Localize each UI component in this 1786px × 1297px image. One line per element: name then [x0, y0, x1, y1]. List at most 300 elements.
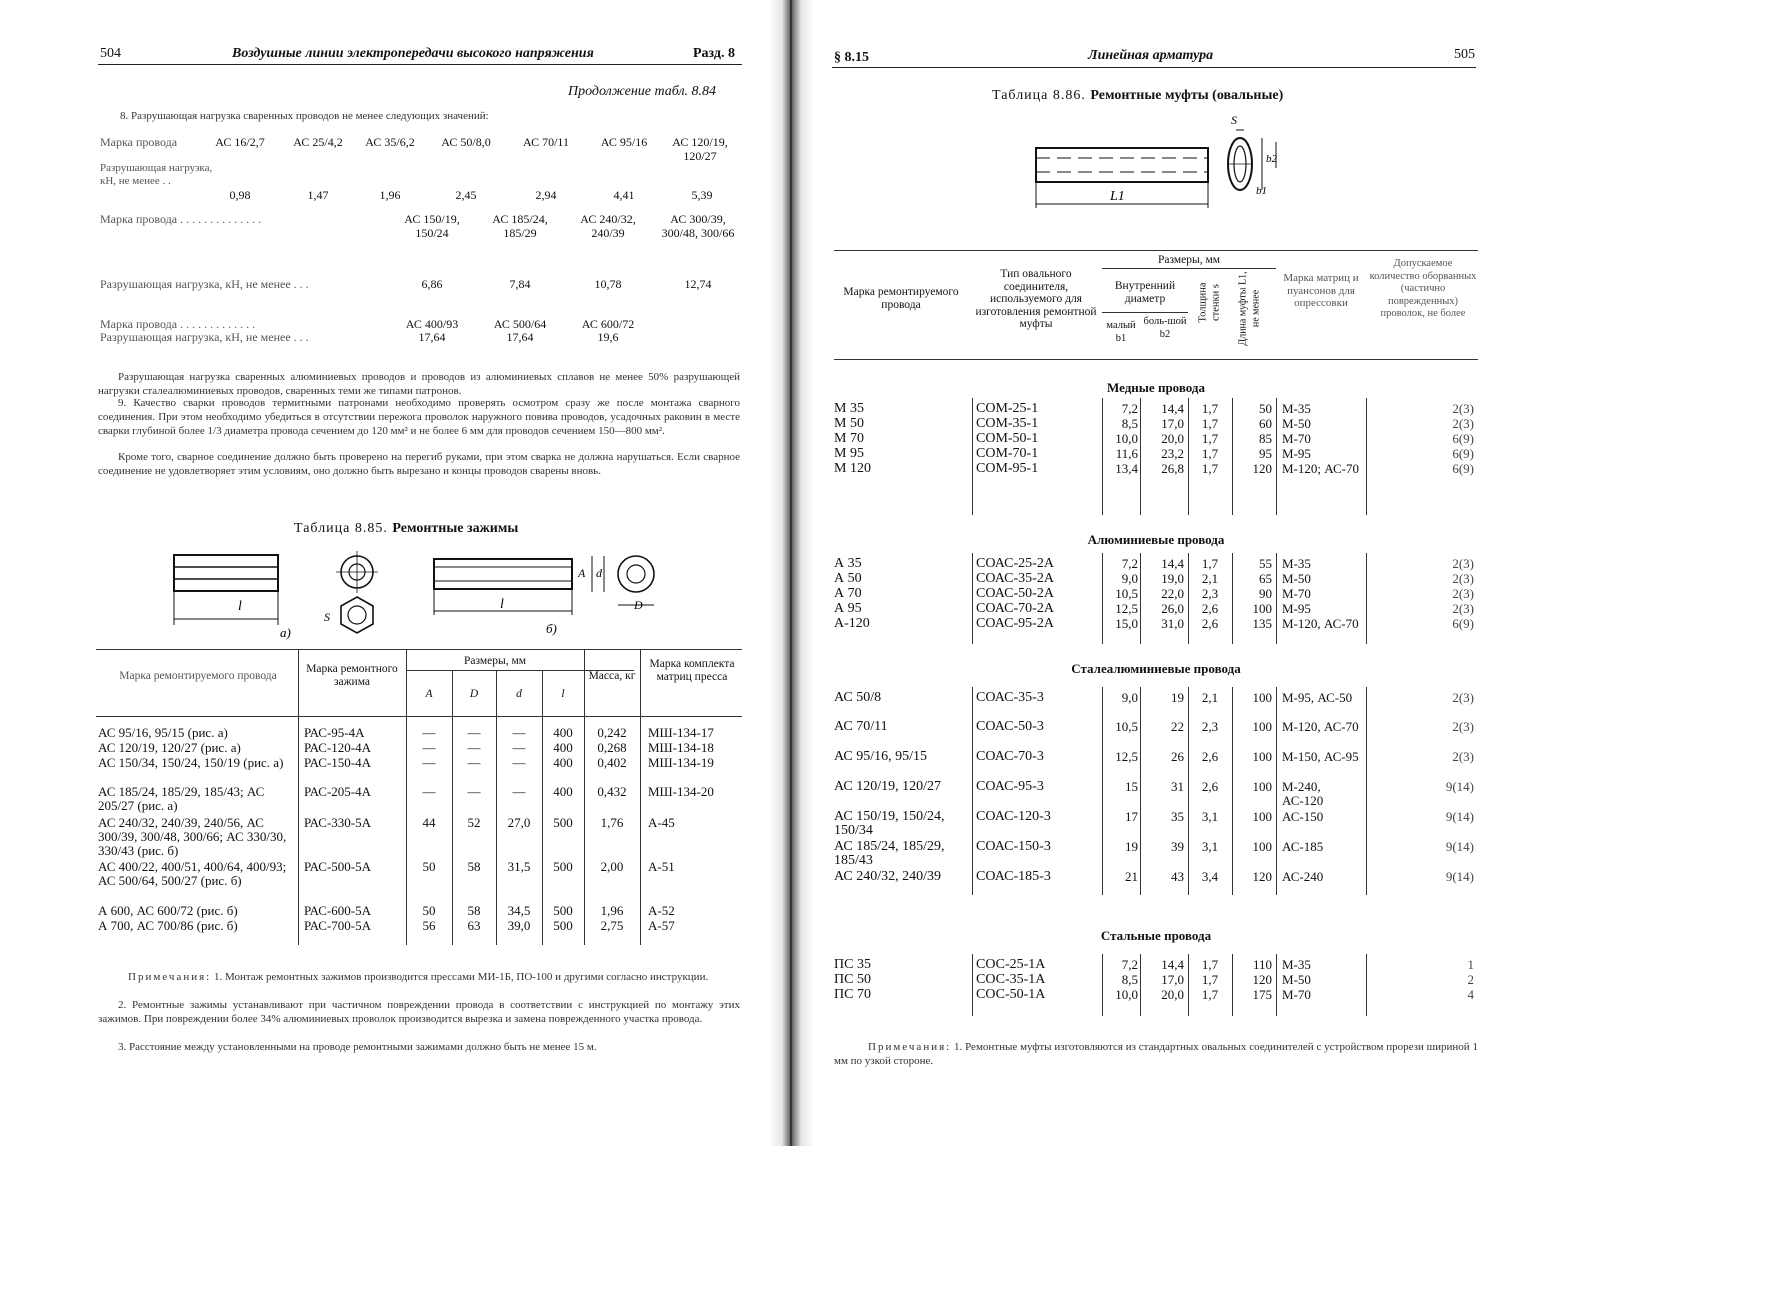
cell-b1: 19 [1125, 839, 1138, 854]
cell-b1: 13,4 [1115, 461, 1138, 476]
spec1-load: 1,47 [307, 188, 329, 202]
fig-b-D-label: D [634, 598, 643, 612]
cell-s: 2,6 [1201, 616, 1219, 631]
cell-b2: 31 [1171, 779, 1184, 794]
cell-allowed: 2(3) [1452, 571, 1474, 586]
cell-matrix: М-35 [1282, 401, 1311, 416]
spec3-load-label: Разрушающая нагрузка, кН, не менее . . . [100, 330, 309, 344]
cell-b2: 31,0 [1161, 616, 1184, 631]
spec1-brand: АС 16/2,7 [215, 135, 265, 149]
cell-type: СОАС-150-3 [976, 839, 1051, 854]
cell-brand: АС 150/19, 150/24, 150/34 [834, 809, 945, 838]
fig-l1-label: L1 [1110, 189, 1125, 204]
cell-b1: 12,5 [1115, 601, 1138, 616]
item8-intro: 8. Разрушающая нагрузка сваренных проводов не менее следующих значений: [120, 110, 489, 122]
cell-brand: АС 95/16, 95/15 [834, 749, 928, 764]
cell-D: 52 [467, 815, 481, 830]
fig-b-a-label: A [578, 566, 586, 580]
cell-matrix: М-35 [1282, 556, 1311, 571]
cell-brand: А 700, АС 700/86 (рис. б) [98, 918, 238, 933]
cell-mass: 0,432 [597, 784, 627, 799]
notes-885-note1: 1. Монтаж ремонтных зажимов производится прессами МИ-1Б, ПО-100 и другими согласно инструкции. [213, 971, 709, 983]
cell-clamp: РАС-500-5А [304, 859, 372, 874]
column-divider [972, 954, 973, 1016]
cell-L: 100 [1252, 749, 1272, 764]
spec2-brand-label: Марка провода . . . . . . . . . . . . . . [100, 212, 262, 226]
spec1-load: 2,94 [535, 188, 557, 202]
th-type: Тип овального соединителя, используемого для изготовления ремонтной муфты [975, 268, 1097, 330]
column-divider [1276, 954, 1277, 1016]
spec1-brand: АС 70/11 [523, 135, 569, 149]
cell-b2: 35 [1171, 809, 1184, 824]
cell-b2: 20,0 [1161, 431, 1184, 446]
cell-s: 1,7 [1201, 401, 1219, 416]
th-length: Длина муфты L1, не менее [1237, 271, 1261, 346]
notes-885-note3: 3. Расстояние между установленными на проводе ремонтными зажимами должно быть не менее 15 м. [118, 1041, 597, 1053]
th-sizes: Размеры, мм [463, 655, 527, 667]
cell-brand: М 95 [834, 446, 864, 461]
cell-allowed: 2(3) [1452, 719, 1474, 734]
cell-type: СОАС-95-3 [976, 779, 1044, 794]
cell-s: 3,1 [1201, 839, 1219, 854]
cell-L: 95 [1259, 446, 1272, 461]
cell-matrix: МШ-134-19 [648, 755, 714, 770]
table-886-head-rule [834, 359, 1478, 360]
cell-s: 2,1 [1201, 571, 1219, 586]
notes-886-note1: 1. Ремонтные муфты изготовляются из стандартных овальных соединителей с устройством прорези шириной 1 мм по узкой стороне. [834, 1041, 1478, 1067]
cell-d: 39,0 [507, 918, 531, 933]
clamp-figure [160, 545, 680, 645]
cell-L: 100 [1252, 809, 1272, 824]
cell-brand: АС 95/16, 95/15 (рис. а) [98, 725, 228, 740]
continuation-label: Продолжение табл. 8.84 [568, 84, 717, 99]
cell-allowed: 2(3) [1452, 401, 1474, 416]
cell-b2: 23,2 [1161, 446, 1184, 461]
right-page [812, 0, 1568, 1146]
cell-brand: А 35 [834, 556, 862, 571]
cell-b1: 7,2 [1121, 556, 1138, 571]
cell-matrix: М-120, АС-70 [1282, 616, 1359, 631]
cell-L: 100 [1252, 839, 1272, 854]
cell-type: СОАС-70-2А [976, 601, 1054, 616]
notes-885 [98, 970, 740, 984]
cell-allowed: 4 [1467, 987, 1474, 1002]
cell-matrix: М-50 [1282, 571, 1311, 586]
cell-allowed: 9(14) [1445, 869, 1474, 884]
cell-type: СОМ-95-1 [976, 461, 1039, 476]
cell-b1: 17 [1125, 809, 1138, 824]
cell-A: 50 [422, 859, 436, 874]
cell-b1: 7,2 [1121, 957, 1138, 972]
cell-b1: 11,6 [1115, 446, 1138, 461]
cell-matrix: М-95, АС-50 [1282, 690, 1353, 705]
book-spine [768, 0, 814, 1146]
cell-b2: 39 [1171, 839, 1184, 854]
cell-matrix: АС-185 [1282, 839, 1324, 854]
cell-L: 120 [1252, 461, 1272, 476]
spec1-brand: АС 50/8,0 [441, 135, 491, 149]
cell-brand: ПС 35 [834, 957, 871, 972]
th-D: D [469, 688, 479, 700]
section-label: Разд. 8 [693, 46, 736, 61]
cell-s: 2,6 [1201, 779, 1219, 794]
section-label: § 8.15 [834, 50, 869, 65]
cell-matrix: М-35 [1282, 957, 1311, 972]
cell-A: — [422, 740, 436, 755]
cell-b2: 26 [1171, 749, 1184, 764]
cell-s: 1,7 [1201, 987, 1219, 1002]
spec2-brand: АС 300/39, 300/48, 300/66 [661, 212, 735, 240]
spec3-load: 17,64 [418, 330, 446, 344]
cell-allowed: 6(9) [1452, 446, 1474, 461]
cell-matrix: М-150, АС-95 [1282, 749, 1359, 764]
cell-l: 400 [553, 755, 573, 770]
cell-L: 100 [1252, 601, 1272, 616]
column-divider [1140, 687, 1141, 895]
cell-D: — [467, 755, 481, 770]
cell-allowed: 2 [1467, 972, 1474, 987]
cell-D: — [467, 740, 481, 755]
column-divider [972, 553, 973, 644]
cell-b2: 14,4 [1161, 957, 1184, 972]
column-divider [1140, 954, 1141, 1016]
table-885-number: Таблица 8.85. [294, 521, 388, 536]
cell-brand: АС 120/19, 120/27 (рис. а) [98, 740, 241, 755]
spec3-brand: АС 400/93 [405, 317, 459, 331]
th-clamp: Марка ремонтного зажима [306, 663, 398, 688]
cell-L: 100 [1252, 779, 1272, 794]
table-885-caption [294, 521, 518, 537]
spec1-load: 4,41 [613, 188, 635, 202]
column-divider [1366, 553, 1367, 644]
cell-brand: АС 50/8 [834, 690, 882, 705]
column-divider [1276, 398, 1277, 515]
spec2-brand: АС 185/24, 185/29 [492, 212, 548, 240]
spec3-brand-label: Марка провода . . . . . . . . . . . . . [100, 317, 256, 331]
cell-b2: 19,0 [1161, 571, 1184, 586]
cell-type: СОАС-95-2А [976, 616, 1054, 631]
cell-s: 2,1 [1201, 690, 1219, 705]
th-big: боль-шой b2 [1143, 316, 1187, 340]
cell-type: СОАС-70-3 [976, 749, 1044, 764]
paragraph-aluminium: Разрушающая нагрузка сваренных алюминиевых проводов и проводов из алюминиевых сплавов не менее 50% разрушающей нагрузки сталеалюминиевых проводов, сваренных теми же типами патронов. [98, 371, 740, 397]
cell-matrix: МШ-134-20 [648, 784, 714, 799]
cell-type: СОАС-50-2А [976, 586, 1054, 601]
cell-b2: 22 [1171, 719, 1184, 734]
cell-allowed: 6(9) [1452, 431, 1474, 446]
cell-mass: 1,96 [600, 903, 624, 918]
th-matrix: Марка матриц и пуансонов для опрессовки [1283, 272, 1359, 309]
cell-b2: 17,0 [1161, 972, 1184, 987]
spec1-brand: АС 25/4,2 [293, 135, 343, 149]
cell-brand: М 120 [834, 461, 871, 476]
column-divider [1276, 553, 1277, 644]
cell-matrix: М-95 [1282, 446, 1311, 461]
cell-clamp: РАС-600-5А [304, 903, 372, 918]
cell-brand: АС 185/24, 185/29, 185/43; АС 205/27 (рис. а) [98, 784, 265, 813]
table-886-caption [992, 88, 1283, 104]
fig-b1-label: b1 [1256, 185, 1267, 197]
column-divider [1366, 687, 1367, 895]
cell-s: 1,7 [1201, 431, 1219, 446]
cell-allowed: 6(9) [1452, 461, 1474, 476]
cell-b2: 14,4 [1161, 556, 1184, 571]
cell-D: 63 [467, 918, 481, 933]
paragraph-bend-check: Кроме того, сварное соединение должно быть проверено на перегиб руками, при этом сварка не должна нарушаться. Если сварное соединение не удовлетворяет этим условиям, оно должно быть вырезано и концы проводов сварены вновь. [98, 451, 740, 477]
table-885-vline [298, 649, 299, 945]
cell-l: 500 [553, 903, 573, 918]
column-divider [972, 398, 973, 515]
th-d: d [516, 688, 522, 700]
notes-886-prefix: Примечания: [868, 1041, 952, 1053]
cell-s: 1,7 [1201, 556, 1219, 571]
column-divider [1140, 553, 1141, 644]
cell-mass: 0,402 [597, 755, 627, 770]
table-885-vline [640, 649, 641, 945]
page-number: 505 [1454, 47, 1475, 62]
group-title: Алюминиевые провода [1087, 532, 1225, 547]
cell-matrix: А-57 [648, 918, 675, 933]
cell-b1: 15,0 [1115, 616, 1138, 631]
cell-b1: 9,0 [1121, 571, 1138, 586]
cell-matrix: АС-150 [1282, 809, 1324, 824]
cell-b2: 26,8 [1161, 461, 1184, 476]
cell-s: 3,4 [1201, 869, 1219, 884]
table-886-title: Ремонтные муфты (овальные) [1090, 88, 1284, 103]
cell-matrix: М-50 [1282, 416, 1311, 431]
cell-s: 3,1 [1201, 809, 1219, 824]
fig-b-caption: б) [546, 621, 557, 636]
cell-brand: А 70 [834, 586, 862, 601]
group-title: Сталеалюминиевые провода [1071, 661, 1241, 676]
cell-b1: 10,0 [1115, 431, 1138, 446]
cell-brand: М 35 [834, 401, 864, 416]
cell-A: — [422, 784, 436, 799]
cell-b2: 17,0 [1161, 416, 1184, 431]
cell-L: 90 [1259, 586, 1272, 601]
cell-type: СОС-35-1А [976, 972, 1046, 987]
cell-s: 1,7 [1201, 972, 1219, 987]
column-divider [1140, 398, 1141, 515]
cell-L: 85 [1259, 431, 1272, 446]
spec3-load: 19,6 [597, 330, 619, 344]
cell-b1: 21 [1125, 869, 1138, 884]
cell-D: — [467, 725, 481, 740]
notes-885-note2: 2. Ремонтные зажимы устанавливают при частичном повреждении провода в соответствии с инструкцией по монтажу этих зажимов. При повреждении более 34% алюминиевых проволок производится вырезка и замена поврежденного участка провода. [98, 999, 740, 1025]
th-allowed: Допускаемое количество оборванных (частично поврежденных) проволок, не более [1369, 258, 1477, 319]
cell-l: 400 [553, 740, 573, 755]
cell-b1: 9,0 [1121, 690, 1138, 705]
cell-d: — [512, 784, 526, 799]
cell-type: СОМ-70-1 [976, 446, 1039, 461]
cell-matrix: АС-240 [1282, 869, 1324, 884]
spec2-load: 12,74 [684, 277, 712, 291]
th-small: малый b1 [1106, 320, 1136, 344]
cell-matrix: А-52 [648, 903, 675, 918]
spec2-load: 10,78 [594, 277, 622, 291]
fig-a-l-label: l [238, 599, 242, 614]
cell-type: СОАС-50-3 [976, 719, 1044, 734]
cell-b1: 7,2 [1121, 401, 1138, 416]
cell-brand: АС 150/34, 150/24, 150/19 (рис. а) [98, 755, 284, 770]
column-divider [1276, 687, 1277, 895]
spec3-brand: АС 500/64 [493, 317, 547, 331]
cell-d: — [512, 755, 526, 770]
table-886-top-rule [834, 250, 1478, 251]
cell-clamp: РАС-205-4А [304, 784, 372, 799]
spec3-brand: АС 600/72 [581, 317, 635, 331]
cell-L: 135 [1252, 616, 1272, 631]
table-886-number: Таблица 8.86. [992, 88, 1086, 103]
table-885-top-rule [96, 649, 742, 650]
cell-brand: ПС 50 [834, 972, 871, 987]
page-number: 504 [100, 46, 121, 61]
cell-allowed: 2(3) [1452, 601, 1474, 616]
cell-b1: 8,5 [1121, 972, 1138, 987]
cell-brand: А 95 [834, 601, 862, 616]
cell-allowed: 9(14) [1445, 779, 1474, 794]
sleeve-figure [1028, 112, 1288, 217]
cell-l: 500 [553, 859, 573, 874]
th-brand: Марка ремонтируемого провода [843, 286, 959, 311]
cell-mass: 2,00 [600, 859, 624, 874]
cell-type: СОМ-50-1 [976, 431, 1039, 446]
cell-type: СОАС-35-3 [976, 690, 1044, 705]
th-inner: Внутренний диаметр [1114, 280, 1176, 305]
cell-matrix: А-51 [648, 859, 675, 874]
cell-allowed: 9(14) [1445, 809, 1474, 824]
group-title: Стальные провода [1100, 928, 1212, 943]
cell-L: 120 [1252, 972, 1272, 987]
cell-matrix: М-70 [1282, 586, 1311, 601]
cell-type: СОМ-35-1 [976, 416, 1039, 431]
cell-brand: АС 240/32, 240/39, 240/56, АС 300/39, 300/48, 300/66; АС 330/30, 330/43 (рис. б) [98, 815, 287, 858]
table-885-title: Ремонтные зажимы [392, 521, 519, 536]
cell-allowed: 9(14) [1445, 839, 1474, 854]
cell-D: 58 [467, 903, 481, 918]
cell-brand: А 50 [834, 571, 862, 586]
spec1-load: 0,98 [229, 188, 251, 202]
cell-A: — [422, 725, 436, 740]
cell-s: 1,7 [1201, 446, 1219, 461]
left-page [0, 0, 770, 1146]
cell-brand: АС 240/32, 240/39 [834, 869, 942, 884]
spec1-load-label: Разрушающая нагрузка, кН, не менее . . [100, 162, 213, 187]
spec2-load: 6,86 [421, 277, 443, 291]
cell-allowed: 1 [1467, 957, 1474, 972]
cell-l: 400 [553, 725, 573, 740]
cell-A: 56 [422, 918, 436, 933]
cell-matrix: М-70 [1282, 987, 1311, 1002]
cell-b2: 26,0 [1161, 601, 1184, 616]
clamp-figure-a [174, 551, 378, 640]
spec2-load: 7,84 [509, 277, 531, 291]
cell-matrix: М-95 [1282, 601, 1311, 616]
cell-allowed: 2(3) [1452, 556, 1474, 571]
th-brand: Марка ремонтируемого провода [119, 670, 277, 682]
cell-type: СОС-50-1А [976, 987, 1046, 1002]
cell-brand: ПС 70 [834, 987, 871, 1002]
spec2-load-label: Разрушающая нагрузка, кН, не менее . . . [100, 277, 309, 291]
cell-allowed: 6(9) [1452, 616, 1474, 631]
cell-type: СОАС-25-2А [976, 556, 1054, 571]
cell-A: 44 [422, 815, 436, 830]
spec1-brand: АС 95/16 [600, 135, 648, 149]
cell-clamp: РАС-150-4А [304, 755, 372, 770]
spec1-load: 5,39 [691, 188, 713, 202]
cell-s: 1,7 [1201, 461, 1219, 476]
cell-d: — [512, 740, 526, 755]
cell-matrix: А-45 [648, 815, 675, 830]
spec1-brand-label: Марка провода [100, 135, 178, 149]
spec1-load: 2,45 [455, 188, 477, 202]
cell-clamp: РАС-95-4А [304, 725, 365, 740]
cell-b2: 14,4 [1161, 401, 1184, 416]
cell-b1: 15 [1125, 779, 1138, 794]
cell-brand: АС 400/22, 400/51, 400/64, 400/93; АС 500/64, 500/27 (рис. б) [98, 859, 287, 888]
cell-allowed: 2(3) [1452, 586, 1474, 601]
cell-brand: М 50 [834, 416, 864, 431]
column-divider [1366, 398, 1367, 515]
cell-mass: 0,268 [597, 740, 627, 755]
cell-D: — [467, 784, 481, 799]
cell-brand: М 70 [834, 431, 864, 446]
notes-886 [834, 1040, 1478, 1068]
cell-b1: 10,0 [1115, 987, 1138, 1002]
fig-a-caption: а) [280, 625, 291, 640]
cell-b2: 22,0 [1161, 586, 1184, 601]
th-matrix: Марка комплекта матриц пресса [649, 658, 735, 683]
paragraph-9: 9. Качество сварки проводов термитными патронами необходимо проверять осмотром сразу же после монтажа сварного соединения. При этом необходимо убедиться в отсутствии пережога проволок наружного повива проводов, усадочных раковин в месте сварки глубиной более 1/3 диаметра провода сечением до 120 мм² и не более 6 мм для проводов сечением 150—800 мм². [98, 397, 740, 437]
spec2-brand: АС 240/32, 240/39 [580, 212, 636, 240]
spec1-brand: АС 120/19, 120/27 [672, 135, 728, 163]
cell-brand: АС 185/24, 185/29, 185/43 [834, 839, 945, 868]
cell-L: 175 [1252, 987, 1272, 1002]
cell-type: СОС-25-1А [976, 957, 1046, 972]
cell-b2: 20,0 [1161, 987, 1184, 1002]
cell-s: 2,3 [1201, 719, 1219, 734]
cell-matrix: М-240, АС-120 [1282, 779, 1324, 808]
notes-885-prefix: Примечания: [128, 971, 212, 983]
header-rule [832, 67, 1476, 68]
cell-brand: А-120 [834, 616, 870, 631]
cell-mass: 1,76 [600, 815, 624, 830]
cell-b1: 12,5 [1115, 749, 1138, 764]
th-sizes: Размеры, мм [1157, 254, 1221, 266]
header-rule [98, 64, 742, 65]
cell-b1: 8,5 [1121, 416, 1138, 431]
cell-matrix: МШ-134-18 [648, 740, 714, 755]
cell-A: 50 [422, 903, 436, 918]
running-title: Линейная арматура [1088, 48, 1214, 63]
cell-b1: 10,5 [1115, 719, 1138, 734]
cell-brand: А 600, АС 600/72 (рис. б) [98, 903, 238, 918]
cell-type: СОАС-35-2А [976, 571, 1054, 586]
cell-d: 31,5 [507, 859, 531, 874]
spec1-load: 1,96 [379, 188, 401, 202]
cell-s: 1,7 [1201, 957, 1219, 972]
fig-b2-label: b2 [1266, 153, 1277, 165]
cell-matrix: М-120, АС-70 [1282, 719, 1359, 734]
cell-s: 2,6 [1201, 749, 1219, 764]
cell-brand: АС 120/19, 120/27 [834, 779, 942, 794]
cell-L: 55 [1259, 556, 1272, 571]
cell-b2: 43 [1171, 869, 1184, 884]
cell-allowed: 2(3) [1452, 416, 1474, 431]
cell-A: — [422, 755, 436, 770]
cell-d: — [512, 725, 526, 740]
running-title: Воздушные линии электропередачи высокого напряжения [232, 46, 594, 61]
